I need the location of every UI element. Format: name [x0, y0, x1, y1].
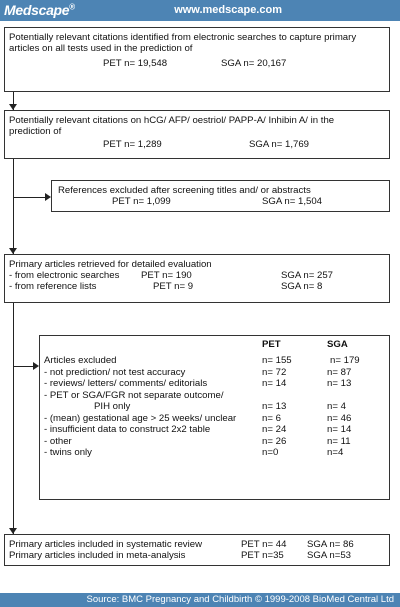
box5-col-sga: SGA [327, 339, 348, 350]
excluded-row-pet: n= 13 [262, 401, 287, 412]
excluded-row-label: - twins only [44, 447, 92, 458]
excluded-row-sga: n= 179 [330, 355, 360, 366]
excluded-row-pet: n=0 [262, 447, 279, 458]
box4-row2-pet: PET n= 9 [153, 281, 194, 292]
header-bar [0, 0, 400, 21]
excluded-row-label: - insufficient data to construct 2x2 table [44, 424, 211, 435]
logo-text: Medscape [4, 2, 70, 18]
box2-line1: Potentially relevant citations on hCG/ AFP/ oestriol/ PAPP-A/ Inhibin A/ in the [9, 115, 335, 126]
excluded-row-pet: n= 72 [262, 366, 287, 378]
branch-line-to-box3 [13, 197, 45, 198]
box6-row2-label: Primary articles included in meta-analysis [9, 550, 186, 561]
logo-mark: ® [69, 2, 75, 12]
box-articles-excluded [39, 335, 390, 500]
excluded-row-label: PIH only [94, 401, 131, 412]
excluded-row-label: - (mean) gestational age > 25 weeks/ unclear [44, 412, 237, 424]
box1-line1: Potentially relevant citations identified from electronic searches to capture primary [9, 32, 357, 43]
box-articles-retrieved [4, 254, 390, 303]
source-text: Source: BMC Pregnancy and Childbirth © 1999-2008 BioMed Central Ltd [86, 594, 394, 605]
excluded-row-sga: n= 87 [327, 366, 352, 378]
excluded-row-label: - reviews/ letters/ comments/ editorials [44, 378, 208, 389]
box3-sga: SGA n= 1,504 [262, 196, 323, 207]
box1-sga: SGA n= 20,167 [221, 58, 287, 69]
box1-pet: PET n= 19,548 [103, 58, 168, 69]
excluded-row-sga: n= 11 [327, 435, 351, 447]
box2-sga: SGA n= 1,769 [249, 139, 310, 150]
excluded-row-sga: n=4 [327, 447, 344, 458]
box3-pet: PET n= 1,099 [112, 196, 171, 207]
box4-row1-label: - from electronic searches [9, 270, 120, 281]
excluded-row-sga: n= 13 [327, 378, 352, 389]
excluded-row-label: - other [44, 435, 72, 447]
box6-row2-pet: PET n=35 [241, 550, 284, 561]
box-articles-included [4, 534, 390, 566]
box2-pet: PET n= 1,289 [103, 139, 162, 150]
excluded-row-pet: n= 26 [262, 435, 287, 447]
box-marker-citations [4, 110, 390, 159]
box6-row1-label: Primary articles included in systematic review [9, 539, 202, 550]
box4-line1: Primary articles retrieved for detailed evaluation [9, 259, 212, 270]
excluded-row-pet: n= 14 [262, 378, 287, 389]
excluded-row-pet: n= 155 [262, 355, 292, 366]
box6-row1-pet: PET n= 44 [241, 539, 287, 550]
box4-row1-pet: PET n= 190 [141, 270, 192, 281]
excluded-row-label: - PET or SGA/FGR not separate outcome/ [44, 389, 224, 401]
excluded-row-sga: n= 4 [327, 401, 346, 412]
box-references-excluded [51, 180, 390, 212]
excluded-row-sga: n= 46 [327, 412, 352, 424]
excluded-row-sga: n= 14 [327, 424, 352, 435]
box4-row2-label: - from reference lists [9, 281, 97, 292]
excluded-row-pet: n= 6 [262, 412, 281, 424]
box6-row2-sga: SGA n=53 [307, 550, 352, 561]
box-initial-citations [4, 27, 390, 92]
box3-line1: References excluded after screening titles and/ or abstracts [58, 185, 311, 196]
box1-line2: articles on all tests used in the prediction of [9, 43, 193, 54]
footer-bar [0, 593, 400, 607]
box6-row1-sga: SGA n= 86 [307, 539, 354, 550]
excluded-row-label: Articles excluded [44, 355, 117, 366]
site-url-link[interactable]: www.medscape.com [174, 4, 282, 16]
main-flow-line [13, 92, 14, 542]
box4-row2-sga: SGA n= 8 [281, 281, 323, 292]
box5-col-pet: PET [262, 339, 281, 350]
excluded-row-label: - not prediction/ not test accuracy [44, 366, 186, 378]
box2-line2: prediction of [9, 126, 62, 137]
medscape-logo[interactable] [4, 2, 75, 18]
box4-row1-sga: SGA n= 257 [281, 270, 334, 281]
branch-line-to-box5 [13, 366, 33, 367]
excluded-row-pet: n= 24 [262, 424, 287, 435]
